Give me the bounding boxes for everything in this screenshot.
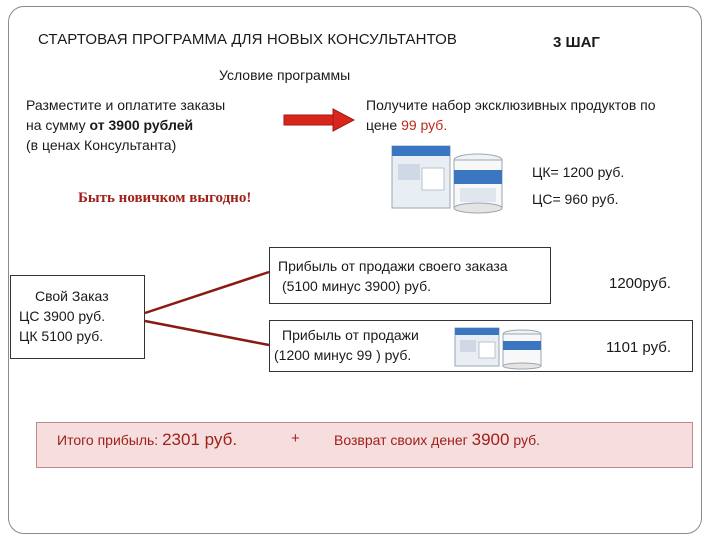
money-return-amount: 3900: [471, 430, 510, 449]
sale-price: ЦС= 960 руб.: [532, 191, 619, 207]
total-profit: [57, 430, 237, 450]
own-order-title: Свой Заказ: [35, 288, 109, 304]
profit1-line-2: (5100 минус 3900) руб.: [282, 278, 431, 294]
total-profit-amount: 2301 руб.: [162, 430, 238, 449]
profit2-line-1: Прибыль от продажи: [282, 327, 419, 343]
total-profit-label: Итого прибыль:: [57, 432, 163, 448]
slogan: Быть новичком выгодно!: [78, 190, 252, 206]
requirement-line-3: (в ценах Консультанта): [26, 137, 177, 153]
profit2-line-2: (1200 минус 99 ) руб.: [274, 347, 412, 363]
money-return-label: Возврат своих денег: [334, 432, 472, 448]
own-order-box: [10, 275, 145, 359]
money-return-unit: руб.: [509, 432, 541, 448]
reward-line-1: Получите набор эксклюзивных продуктов по: [366, 97, 656, 113]
plus-sign: +: [291, 430, 300, 447]
reward-prefix: цене: [366, 117, 402, 133]
step-label: 3 ШАГ: [553, 34, 600, 51]
condition-heading: Условие программы: [219, 67, 351, 83]
profit1-value: 1200руб.: [609, 275, 671, 292]
product-set-small-image: [452, 322, 548, 370]
page-title: СТАРТОВАЯ ПРОГРАММА ДЛЯ НОВЫХ КОНСУЛЬТАНТОВ: [38, 31, 457, 48]
profit2-value: 1101 руб.: [606, 339, 672, 356]
requirement-prefix: на сумму: [26, 117, 90, 133]
requirement-amount: от 3900 рублей: [89, 117, 194, 133]
money-return: [334, 430, 540, 450]
own-order-ck: ЦК 5100 руб.: [19, 328, 104, 344]
own-order-cs: ЦС 3900 руб.: [19, 308, 106, 324]
profit-own-order-box: [269, 247, 551, 304]
profit1-line-1: Прибыль от продажи своего заказа: [278, 258, 508, 274]
requirement-line-1: Разместите и оплатите заказы: [26, 97, 226, 113]
consultant-price: ЦК= 1200 руб.: [532, 164, 625, 180]
reward-price: 99 руб.: [401, 117, 448, 133]
